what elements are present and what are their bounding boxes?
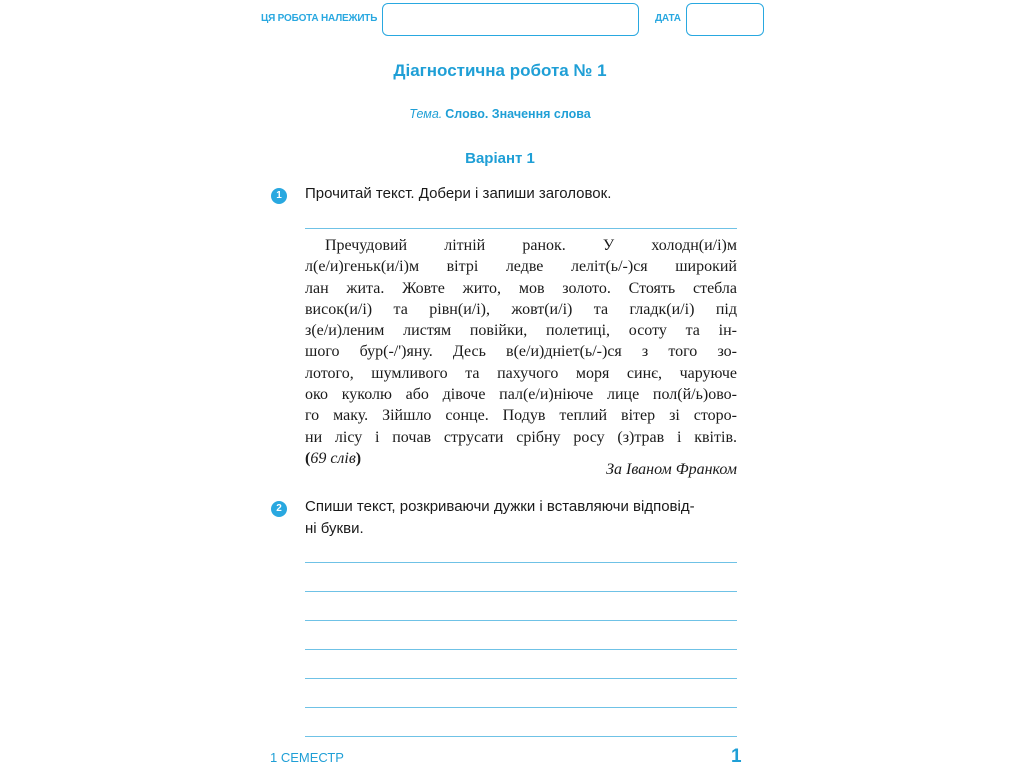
word-count-close: ): [355, 449, 362, 467]
task-1-number-badge: 1: [271, 188, 287, 204]
task-1-instruction: Прочитай текст. Добери і запиши заголовок.: [305, 185, 612, 202]
page-title: Діагностична робота № 1: [393, 61, 607, 80]
passage-line: висок(и/і) та рівн(и/і), жовт(и/і) та гладк(и/і) під: [305, 300, 737, 318]
passage-line: го маку. Зійшло сонце. Подув теплий вітер зі сторо-: [305, 407, 737, 425]
variant-heading: Варіант 1: [465, 150, 535, 167]
owner-name-field[interactable]: [382, 3, 639, 36]
owner-label: ЦЯ РОБОТА НАЛЕЖИТЬ: [261, 13, 378, 24]
task-2-line-1: Спиши текст, розкриваючи дужки і вставляючи відповід-: [305, 498, 695, 515]
passage-line: л(е/и)геньк(и/і)м вітрі ледве леліт(ь/-)ся широкий: [305, 258, 737, 276]
task-2-instruction: [305, 496, 741, 540]
writing-line[interactable]: [305, 649, 737, 650]
writing-line[interactable]: [305, 591, 737, 592]
task-2-number-badge: 2: [271, 501, 287, 517]
writing-line[interactable]: [305, 620, 737, 621]
passage-line: ни лісу і почав струсати срібну росу (з)трав і квітів.: [305, 428, 737, 446]
topic-label: Тема.: [409, 107, 443, 121]
writing-line[interactable]: [305, 736, 737, 737]
date-field[interactable]: [686, 3, 764, 36]
title-answer-line[interactable]: [305, 228, 737, 229]
topic-line: [260, 107, 740, 121]
writing-line[interactable]: [305, 707, 737, 708]
writing-line[interactable]: [305, 678, 737, 679]
word-count-value: 69 слів: [310, 449, 356, 467]
page-number: 1: [731, 746, 742, 767]
footer-semester: 1 СЕМЕСТР: [270, 750, 344, 765]
passage-line: Пречудовий літній ранок. У холодн(и/і)м: [325, 237, 737, 254]
passage-line: око куколю або дівоче пал(е/и)ніюче лице пол(й/ь)ово-: [305, 386, 737, 404]
task-2-line-2: ні букви.: [305, 520, 364, 537]
topic-text: Слово. Значення слова: [445, 107, 591, 121]
reading-passage: [305, 235, 737, 469]
passage-line: лан жита. Жовте жито, мов золото. Стоять стебла: [305, 279, 737, 297]
passage-line: лотого, шумливого та пахучого моря синє, чаруюче: [305, 364, 737, 382]
passage-line: з(е/и)леним листям повійки, полетиці, осоту та ін-: [305, 322, 737, 340]
word-count-open: (: [305, 449, 311, 467]
date-label: ДАТА: [655, 13, 681, 24]
writing-line[interactable]: [305, 562, 737, 563]
passage-line: шого бур(-/')яну. Десь в(е/и)дніет(ь/-)ся з того зо-: [305, 343, 737, 361]
passage-author: За Іваном Франком: [606, 461, 737, 478]
